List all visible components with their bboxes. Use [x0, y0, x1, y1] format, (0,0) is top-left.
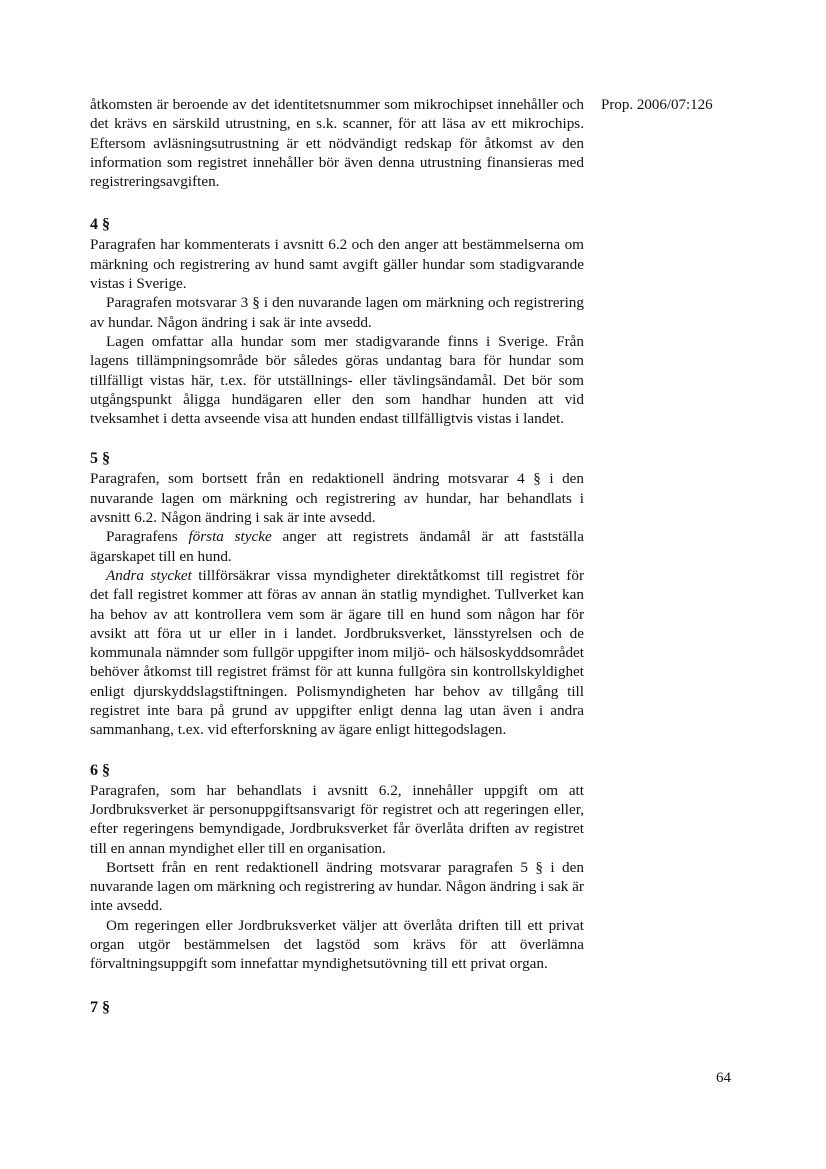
section-5-paragraph-2-lead: Paragrafens: [106, 528, 189, 546]
page-number: 64: [716, 1070, 731, 1086]
section-5-heading: 5 §: [90, 450, 110, 468]
section-6-paragraph-2: Bortsett från en rent redaktionell ändring motsvarar paragrafen 5 § i den nuvarande lagen om märkning och registrering av hundar. Någon ändring i sak är inte avsedd.: [90, 858, 584, 915]
section-4-paragraph-1: Paragrafen har kommenterats i avsnitt 6.2 och den anger att bestämmelserna om märkning och registrering av hund samt avgift gäller hundar som stadigvarande vistas i Sverige.: [90, 236, 584, 293]
section-5-paragraph-3: [90, 566, 584, 740]
section-5-paragraph-2-rest: anger att registrets ändamål är att fastställa ägarskapet till en hund.: [90, 528, 584, 565]
section-4-paragraph-2: Paragrafen motsvarar 3 § i den nuvarande lagen om märkning och registrering av hundar. Någon ändring i sak är inte avsedd.: [90, 294, 584, 331]
section-7: [90, 998, 584, 1018]
section-6: [90, 761, 584, 974]
section-6-heading: 6 §: [90, 761, 110, 779]
section-4-heading: 4 §: [90, 216, 110, 234]
section-5: [90, 449, 584, 739]
section-5-emphasis-andra-stycket: Andra stycket: [106, 566, 192, 584]
main-text-column: [90, 95, 584, 1018]
section-6-paragraph-1: Paragrafen, som har behandlats i avsnitt 6.2, innehåller uppgift om att Jordbruksverket är personuppgiftsansvarigt för registret och att regeringen eller, efter regeringens bemyndigade, Jordbruksverket får överlåta driften av registret till en annan myndighet eller till en organisation.: [90, 781, 584, 857]
document-reference: Prop. 2006/07:126: [601, 97, 713, 113]
section-7-heading: 7 §: [90, 998, 110, 1016]
section-4: [90, 215, 584, 428]
section-6-paragraph-3: Om regeringen eller Jordbruksverket väljer att överlåta driften till ett privat organ utgör bestämmelsen det lagstöd som krävs för att överlämna förvaltningsuppgift som innefattar myndighetsutövning till ett privat organ.: [90, 916, 584, 973]
intro-paragraph: åtkomsten är beroende av det identitetsnummer som mikrochipset innehåller och det krävs en särskild utrustning, en s.k. scanner, för att läsa av ett mikrochips. Eftersom avläsningsutrustning är ett nödvändigt redskap för åtkomst av den information som registret innehåller bör även denna utrustning finansieras med registreringsavgiften.: [90, 96, 584, 191]
section-5-paragraph-3-rest: tillförsäkrar vissa myndigheter direktåtkomst till registret för det fall registret kommer att föras av annan än statlig myndighet. Tullverket kan ha behov av att kontrollera vem som är ägare till en hund som någon har för avsikt att föra ut ur eller in i landet. Jordbruksverket, länsstyrelsen och de kommunala nämnder som fullgör uppgifter inom miljö- och hälsoskyddsområdet behöver åtkomst till registret främst för att kunna fullgöra sin kontrollskyldighet enligt djurskyddslagstiftningen. Polismyndigheten har behov av tillgång till registret inte bara på grund av uppgifter enligt denna lag utan även i andra sammanhang, t.ex. vid efterforskning av ägare enligt hittegodslagen.: [90, 566, 584, 739]
section-4-paragraph-3: Lagen omfattar alla hundar som mer stadigvarande finns i Sverige. Från lagens tillämpningsområde bör således göras undantag bara för hundar som tillfälligt vistas här, t.ex. för utställnings- eller tävlingsändamål. Det bör som utgångspunkt åligga hundägaren eller den som handhar hunden att vid tveksamhet i detta avseende visa att hunden endast tillfälligtvis vistas i landet.: [90, 332, 584, 428]
section-5-paragraph-1: Paragrafen, som bortsett från en redaktionell ändring motsvarar 4 § i den nuvarande lagen om märkning och registrering av hundar, har behandlats i avsnitt 6.2. Någon ändring i sak är inte avsedd.: [90, 470, 584, 527]
section-5-emphasis-forsta-stycke: första stycke: [188, 528, 272, 546]
section-5-paragraph-2: [90, 527, 584, 566]
